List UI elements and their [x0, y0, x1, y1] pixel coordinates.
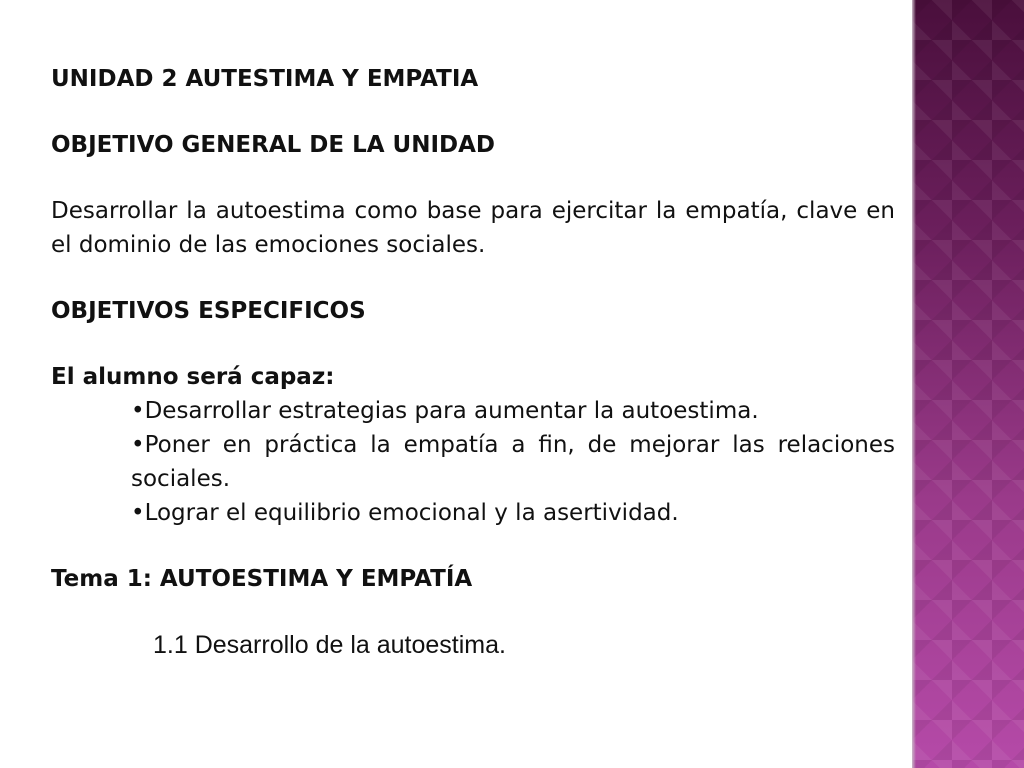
objective-item: • Poner en práctica la empatía a fin, de mejorar las relaciones sociales. — [131, 428, 895, 496]
general-objective-text: Desarrollar la autoestima como base para ejercitar la empatía, clave en el dominio de las emociones sociales. — [51, 198, 895, 258]
objective-item: • Lograr el equilibrio emocional y la asertividad. — [131, 496, 895, 530]
spacer — [51, 262, 895, 294]
decorative-side-band — [912, 0, 1024, 768]
side-band-edge — [912, 0, 916, 768]
objectives-list — [51, 394, 895, 530]
spacer — [51, 328, 895, 360]
spacer — [51, 162, 895, 194]
student-intro: El alumno será capaz: — [51, 364, 335, 390]
spacer — [51, 596, 895, 628]
spacer — [51, 530, 895, 562]
specific-objectives-heading: OBJETIVOS ESPECIFICOS — [51, 298, 366, 324]
general-objective-heading: OBJETIVO GENERAL DE LA UNIDAD — [51, 132, 496, 158]
objective-item: • Desarrollar estrategias para aumentar la autoestima. — [131, 394, 895, 428]
spacer — [51, 96, 895, 128]
unit-title: UNIDAD 2 AUTESTIMA Y EMPATIA — [51, 66, 479, 92]
topic-title: Tema 1: AUTOESTIMA Y EMPATÍA — [51, 566, 473, 592]
slide-content — [51, 62, 895, 662]
subtopic: 1.1 Desarrollo de la autoestima. — [153, 631, 506, 659]
